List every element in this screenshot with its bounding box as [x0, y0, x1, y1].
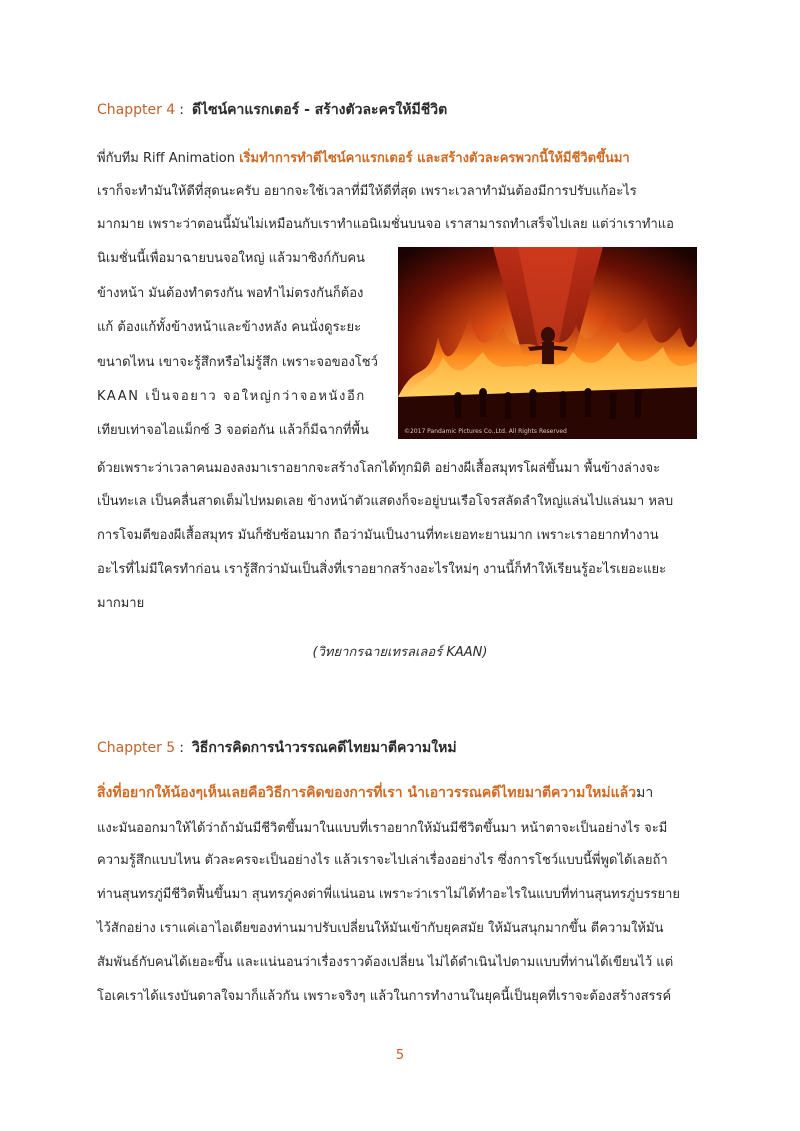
chapter-4-full-line-1: ด้วยเพราะว่าเวลาคนมองลงมาเราอยากจะสร้างโลกได้ทุกมิติ อย่างผีเสื้อสมุทรโผล่ขึ้นมา พื้นข้างล่างจะ	[97, 461, 661, 476]
chapter-4-label: Chappter 4	[97, 102, 176, 118]
line-text: มา	[636, 785, 654, 801]
chapter-4-line-1	[97, 150, 630, 168]
highlight-text: สิ่งที่อยากให้น้องๆเห็นเลยคือวิธีการคิดของการที่เรา นำเอาวรรณคดีไทยมาตีความใหม่แล้ว	[97, 785, 637, 801]
chapter-4-wrap-line-2: ข้างหน้า มันต้องทำตรงกัน พอทำไม่ตรงกันก็ต้อง	[97, 286, 364, 301]
line-text: พี่กับทีม Riff Animation	[97, 151, 240, 166]
chapter-4-wrap-line-3: แก้ ต้องแก้ทั้งข้างหน้าและข้างหลัง คนนั่งดูระยะ	[97, 320, 362, 335]
chapter-5-heading	[97, 738, 457, 758]
chapter-4-wrap-line-5: KAAN เป็นจอยาว จอใหญ่กว่าจอหนังอีก	[97, 389, 366, 404]
highlight-text: เริ่มทำการทำดีไซน์คาแรกเตอร์ และสร้างตัวละครพวกนี้ให้มีชีวิตขึ้นมา	[239, 151, 630, 166]
image-credit: ©2017 Pandamic Pictures Co.,Ltd. All Rights Reserved	[404, 428, 567, 435]
chapter-4-line-3: มากมาย เพราะว่าตอนนี้มันไม่เหมือนกับเราทำแอนิเมชั่นบนจอ เราสามารถทำเสร็จไปเลย แต่ว่าเราทำแอ	[97, 217, 674, 232]
chapter-5-line-4: ท่านสุนทรภู่มีชีวิตฟื้นขึ้นมา สุนทรภู่คงด่าพี่แน่นอน เพราะว่าเราไม่ได้ทำอะไรในแบบที่ท่านสุนทรภู่บรรยาย	[97, 887, 680, 902]
chapter-5-line-2: แงะมันออกมาให้ได้ว่าถ้ามันมีชีวิตขึ้นมาในแบบที่เราอยากให้มันมีชีวิตขึ้นมา หน้าตาจะเป็นอย่างไร จะมี	[97, 821, 668, 836]
stage-fire-photo	[398, 247, 697, 439]
chapter-4-full-line-2: เป็นทะเล เป็นคลื่นสาดเต็มไปหมดเลย ข้างหน้าตัวแสดงก็จะอยู่บนเรือโจรสลัดลำใหญ่แล่นไปแล่นมา หลบ	[97, 494, 674, 509]
chapter-5-line-7: โอเคเราได้แรงบันดาลใจมาก็แล้วกัน เพราะจริงๆ แล้วในการทำงานในยุคนี้เป็นยุคที่เราจะต้องสร้างสรรค์	[97, 989, 672, 1004]
page-number: 5	[395, 1048, 405, 1063]
chapter-4-line-2: เราก็จะทำมันให้ดีที่สุดนะครับ อยากจะใช้เวลาที่มีให้ดีที่สุด เพราะเวลาทำมันต้องมีการปรับแก้อะไร	[97, 184, 637, 199]
chapter-5-label: Chappter 5	[97, 740, 176, 756]
chapter-4-wrap-line-4: ขนาดไหน เขาจะรู้สึกหรือไม่รู้สึก เพราะจอของโชว์	[97, 355, 378, 370]
chapter-4-full-line-5: มากมาย	[97, 596, 145, 611]
chapter-5-line-3: ความรู้สึกแบบไหน ตัวละครจะเป็นอย่างไร แล้วเราจะไปเล่าเรื่องอย่างไร ซึ่งการโชว์แบบนี้พี่พูดได้เลยถ้า	[97, 853, 668, 868]
chapter-4-wrap-line-1: นิเมชั่นนี้เพื่อมาฉายบนจอใหญ่ แล้วมาซิงก์กับคน	[97, 251, 365, 266]
chapter-5-line-6: สัมพันธ์กับคนได้เยอะขึ้น และแน่นอนว่าเรื่องราวต้องเปลี่ยน ไม่ได้ดำเนินไปตามแบบที่ท่านได้เขียนไว้ แต่	[97, 955, 674, 970]
chapter-5-title: วิธีการคิดการนำวรรณคดีไทยมาตีความใหม่	[191, 740, 457, 756]
chapter-4-colon: :	[179, 102, 184, 118]
chapter-4-full-line-3: การโจมตีของผีเสื้อสมุทร มันก็ซับซ้อนมาก ถือว่ามันเป็นงานที่ทะเยอทะยานมาก เพราะเราอยากทำงาน	[97, 528, 659, 543]
chapter-5-line-1	[97, 784, 653, 802]
chapter-4-full-line-4: อะไรที่ไม่มีใครทำก่อน เรารู้สึกว่ามันเป็นสิ่งที่เราอยากสร้างอะไรใหม่ๆ งานนี้ก็ทำให้เรียนรู้อะไรเยอะแยะ	[97, 562, 667, 577]
chapter-4-wrap-line-6: เทียบเท่าจอไอแม็กซ์ 3 จอต่อกัน แล้วก็มีฉากที่พื้น	[97, 423, 369, 438]
trailer-caption: (วิทยากรฉายเทรลเลอร์ KAAN)	[312, 645, 488, 660]
chapter-5-colon: :	[179, 740, 184, 756]
chapter-4-title: ดีไซน์คาแรกเตอร์ - สร้างตัวละครให้มีชีวิต	[191, 102, 448, 118]
chapter-4-heading	[97, 100, 447, 120]
fire-scene-illustration	[398, 247, 697, 439]
chapter-5-line-5: ไว้สักอย่าง เราแค่เอาไอเดียของท่านมาปรับเปลี่ยนให้มันเข้ากับยุคสมัย ให้มันสนุกมากขึ้น ตีความให้มัน	[97, 921, 664, 936]
